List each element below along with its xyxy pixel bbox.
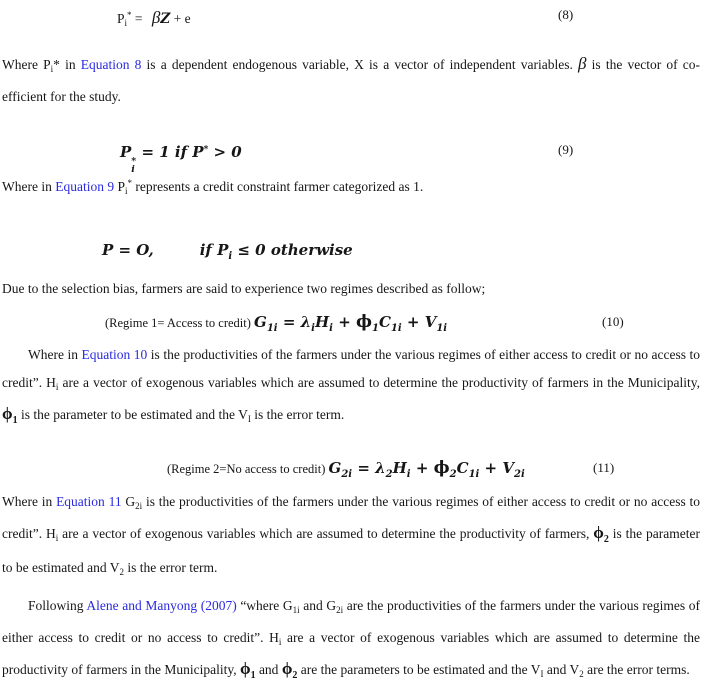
eq11-h-sub: i bbox=[406, 469, 411, 480]
eq11-v-sub: 2i bbox=[513, 469, 525, 480]
equation-9-body bbox=[120, 143, 242, 175]
eq8-variable-p: P bbox=[117, 11, 125, 26]
eq0-tail: ≤ 0 otherwise bbox=[232, 241, 353, 259]
equation-11-number: (11) bbox=[593, 460, 615, 475]
phi-symbol: ϕ bbox=[433, 458, 450, 478]
eq10-v: V bbox=[424, 313, 437, 331]
equation-11-regime-label: (Regime 2=No access to credit) bbox=[167, 462, 329, 476]
p6-sub-1i: 1i bbox=[292, 605, 300, 615]
eq8-equals: = bbox=[131, 11, 146, 26]
p1-text: Where P bbox=[2, 57, 51, 72]
link-equation-11[interactable]: Equation 11 bbox=[56, 494, 122, 509]
eq11-c: C bbox=[456, 459, 469, 477]
p4-text: Where in bbox=[28, 347, 82, 362]
lambda-symbol: λ bbox=[300, 313, 312, 331]
equation-8 bbox=[2, 4, 700, 26]
equation-8-number: (8) bbox=[558, 7, 574, 22]
eq9-tail: > 0 bbox=[208, 143, 242, 161]
p1-text: * in bbox=[53, 57, 81, 72]
equation-11-body bbox=[328, 458, 525, 480]
p2-text: Where in bbox=[2, 179, 56, 194]
beta-symbol: β bbox=[578, 54, 587, 73]
eq8-subscript: i bbox=[124, 18, 128, 28]
p3-text: Due to the selection bias, farmers are said to experience two regimes described as follow; bbox=[2, 281, 486, 296]
p5-text: Where in bbox=[2, 494, 57, 509]
p4-text: is the productivities of the farmers under the various regimes of either access to credit or no access to credit”. H bbox=[2, 347, 700, 390]
paragraph-eq9-description bbox=[2, 169, 700, 205]
eq10-c: C bbox=[378, 313, 391, 331]
link-equation-9[interactable]: Equation 9 bbox=[55, 179, 115, 194]
p2-sup-star: * bbox=[127, 178, 133, 188]
p5-sub-i: i bbox=[55, 533, 59, 543]
eq0-condition: if P bbox=[199, 241, 229, 259]
p6-sub-I: I bbox=[540, 669, 544, 679]
p6-text: and G bbox=[299, 598, 337, 613]
eq11-equals: = bbox=[352, 459, 376, 477]
link-equation-8[interactable]: Equation 8 bbox=[80, 57, 142, 72]
eq10-phi-sub: 1 bbox=[372, 323, 379, 334]
p5-sub-2: 2 bbox=[119, 567, 124, 577]
equation-unnumbered bbox=[2, 237, 700, 263]
eq11-g: G bbox=[328, 459, 342, 477]
phi-symbol: ϕ bbox=[355, 312, 372, 332]
eq9-subscript: i bbox=[131, 164, 135, 175]
p6-sub-2i: 2i bbox=[336, 605, 344, 615]
eq0-subscript: i bbox=[228, 251, 233, 262]
eq10-plus: + bbox=[332, 313, 356, 331]
paragraph-citation bbox=[2, 592, 700, 690]
eq11-plus: + bbox=[410, 459, 434, 477]
p6-text: are the productivities of the farmers under the various regimes of either access to credit or no access to credit”. H bbox=[2, 598, 701, 645]
equation-10 bbox=[2, 309, 700, 335]
eq9-superscript-2: * bbox=[203, 145, 209, 155]
paragraph-selection-bias bbox=[2, 275, 700, 303]
p5-sub-2i: 2i bbox=[135, 501, 143, 511]
link-alene-manyong-2007[interactable]: Alene and Manyong (2007) bbox=[86, 598, 237, 613]
equation-10-regime-label: (Regime 1= Access to credit) bbox=[105, 316, 255, 330]
p6-text: “where G bbox=[236, 598, 293, 613]
equation-9-number: (9) bbox=[558, 142, 574, 157]
p6-text: are the error terms. bbox=[583, 662, 690, 677]
eq10-v-sub: 1i bbox=[436, 323, 448, 334]
phi-symbol: ϕ bbox=[2, 404, 13, 423]
eq10-h: H bbox=[314, 313, 330, 331]
eq10-lambda-sub: i bbox=[311, 323, 315, 334]
p6-phi2-sub: 2 bbox=[292, 670, 298, 681]
eq8-tail: + e bbox=[170, 11, 191, 26]
link-equation-10[interactable]: Equation 10 bbox=[81, 347, 148, 362]
p1-text: is a dependent endogenous variable, X is a vector of independent variables. bbox=[141, 57, 579, 72]
equation-9 bbox=[2, 137, 700, 175]
p4-text: is the parameter to be estimated and the V bbox=[17, 407, 248, 422]
eq11-plus: + bbox=[479, 459, 503, 477]
eq11-h: H bbox=[392, 459, 407, 477]
p4-text: is the error term. bbox=[250, 407, 345, 422]
phi-symbol: ϕ bbox=[239, 659, 251, 678]
eq11-c-sub: 1i bbox=[468, 469, 480, 480]
p6-text: and V bbox=[543, 662, 580, 677]
p4-phi-sub: 1 bbox=[12, 415, 18, 426]
equation-unnumbered-body bbox=[102, 241, 353, 262]
eq11-v: V bbox=[502, 459, 514, 477]
p1-sub-i: i bbox=[50, 64, 54, 74]
eq9-superscript: * bbox=[131, 156, 137, 167]
eq10-g-sub: 1i bbox=[266, 323, 278, 334]
equation-11 bbox=[2, 455, 700, 481]
eq11-phi-sub: 2 bbox=[449, 469, 457, 480]
p4-text: are a vector of exogenous variables which are assumed to determine the productivity of farmers in the Municipality, bbox=[58, 375, 700, 390]
eq10-c-sub: 1i bbox=[390, 323, 402, 334]
equation-10-number: (10) bbox=[602, 314, 624, 329]
eq8-superscript: * bbox=[127, 10, 132, 20]
phi-symbol: ϕ bbox=[593, 523, 604, 542]
p5-phi-sub: 2 bbox=[603, 534, 609, 545]
p5-text: is the parameter to be estimated and V bbox=[2, 526, 700, 575]
p6-text: are a vector of exogenous variables which are assumed to determine the productivity of farmers in the Municipality, bbox=[2, 630, 701, 677]
eq0-lhs: P = O, bbox=[102, 241, 154, 259]
eq10-g: G bbox=[254, 313, 267, 331]
eq11-g-sub: 2i bbox=[341, 469, 353, 480]
eq10-plus: + bbox=[401, 313, 425, 331]
lambda-symbol: λ bbox=[375, 459, 386, 477]
p5-text: are a vector of exogenous variables which are assumed to determine the productivity of farmers, bbox=[58, 526, 594, 541]
eq8-z: Z bbox=[160, 11, 171, 27]
equation-8-body bbox=[117, 8, 191, 28]
p2-text: represents a credit constraint farmer categorized as 1. bbox=[132, 179, 424, 194]
p6-text: Following bbox=[28, 598, 87, 613]
equation-10-body bbox=[254, 312, 448, 334]
p6-sub-i: i bbox=[278, 637, 282, 647]
p6-text: are the parameters to be estimated and the V bbox=[297, 662, 541, 677]
p2-sub-i: i bbox=[125, 186, 128, 196]
p6-phi1-sub: 1 bbox=[250, 670, 256, 681]
eq11-lambda-sub: 2 bbox=[385, 469, 393, 480]
p5-text: is the error term. bbox=[123, 560, 218, 575]
p6-sub-2: 2 bbox=[579, 669, 584, 679]
paragraph-eq8-description bbox=[2, 50, 700, 111]
eq10-h-sub: i bbox=[329, 323, 333, 334]
paragraph-eq10-description bbox=[2, 341, 700, 435]
p5-text: G bbox=[121, 494, 136, 509]
p1-text: is the vector of co-efficient for the study. bbox=[2, 57, 700, 104]
eq10-equals: = bbox=[277, 313, 301, 331]
eq9-variable-p: P bbox=[120, 143, 132, 161]
p5-text: is the productivities of the farmers under the various regimes of either access to credit or no access to credit”. H bbox=[2, 494, 700, 541]
p4-sub-i: i bbox=[55, 382, 59, 392]
phi-symbol: ϕ bbox=[281, 659, 293, 678]
p2-text: P bbox=[114, 179, 125, 194]
p6-text: and bbox=[255, 662, 282, 677]
eq9-middle: = 1 if P bbox=[136, 143, 204, 161]
paragraph-eq11-description bbox=[2, 488, 700, 586]
beta-symbol: β bbox=[151, 8, 161, 27]
p4-sub-I: I bbox=[247, 414, 251, 424]
